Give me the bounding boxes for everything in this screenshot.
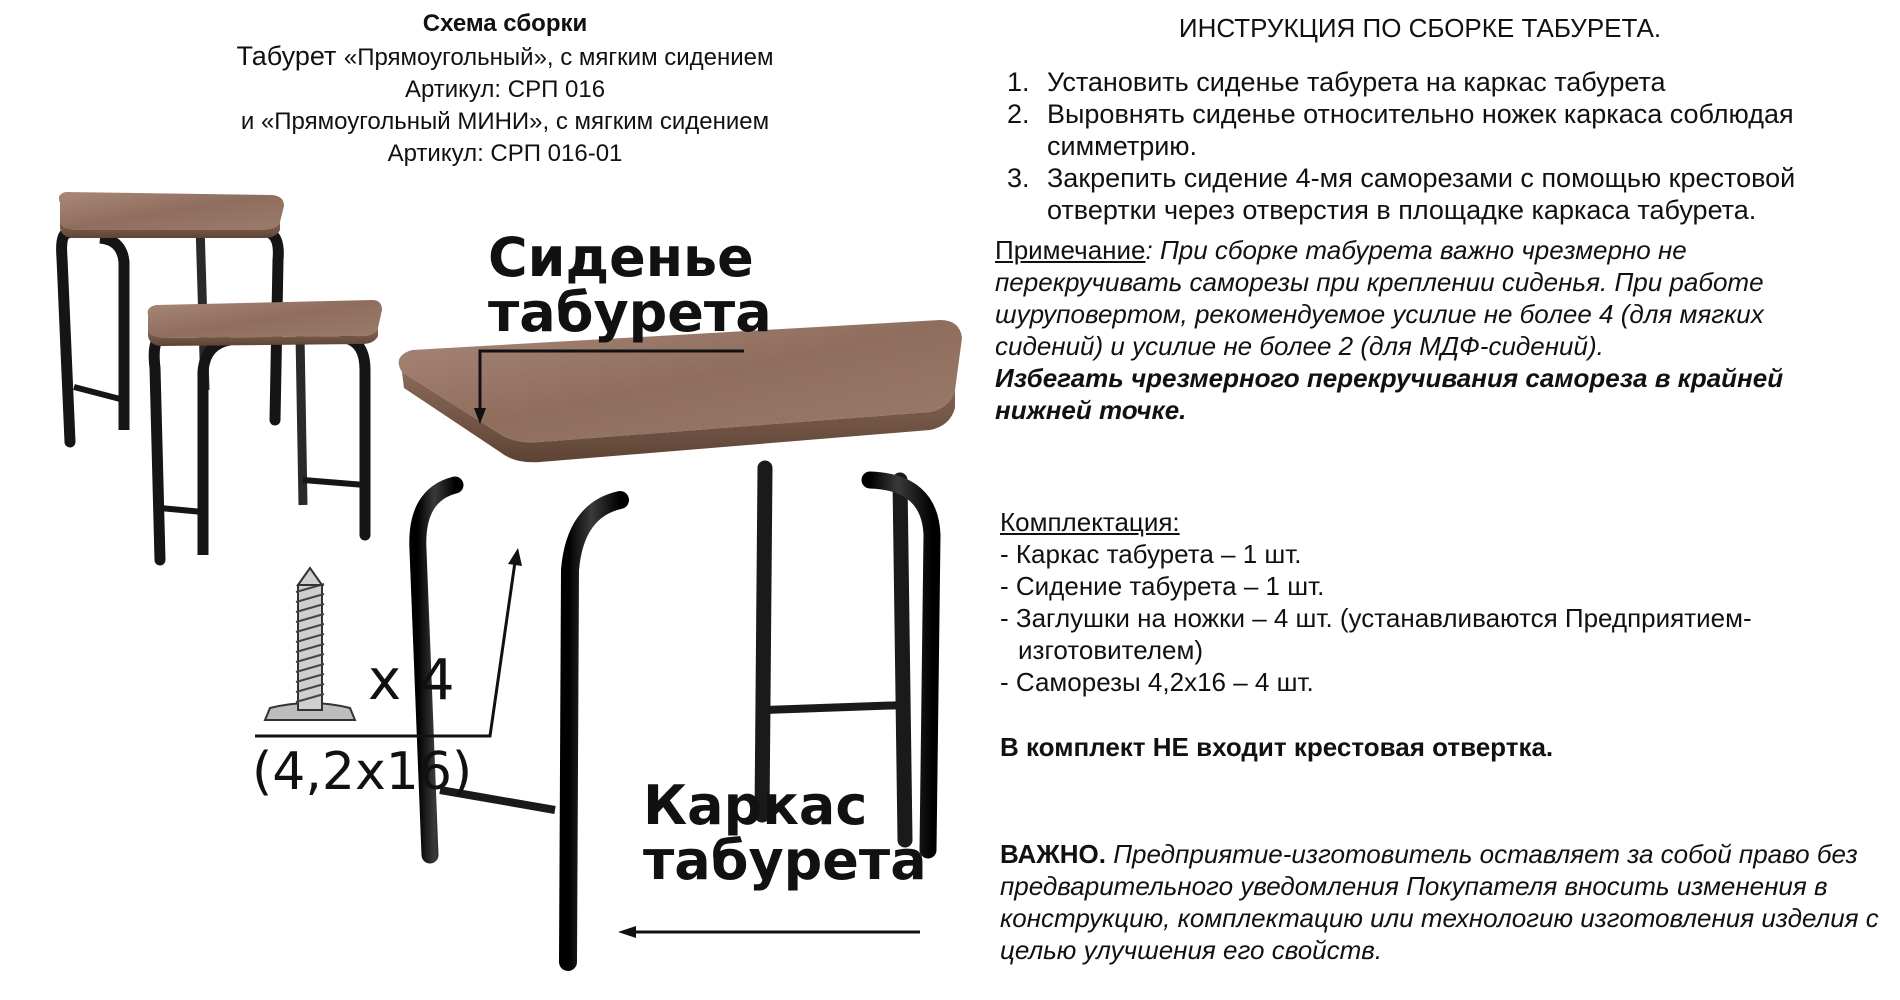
article-2: Артикул: СРП 016-01: [387, 140, 623, 167]
kit-exclusion: В комплект НЕ входит крестовая отвертка.: [1000, 732, 1554, 762]
article-1: Артикул: СРП 016: [404, 76, 606, 103]
screw-icon: [265, 568, 355, 720]
product-prefix: Табурет: [236, 41, 337, 71]
list-item: 2. Выровнять сиденье относительно ножек каркаса соблюдая симметрию.: [1007, 99, 1794, 161]
list-item: - Сидение табурета – 1 шт.: [1000, 571, 1325, 601]
arrow-icon: [618, 926, 920, 938]
list-item: - Каркас табурета – 1 шт.: [1000, 539, 1302, 569]
scheme-title: Схема сборки: [422, 10, 588, 37]
stool-icon: [148, 300, 382, 560]
scheme-header: [150, 8, 860, 170]
steps-list: [1007, 66, 1875, 226]
list-item: 3. Закрепить сидение 4-мя саморезами с помощью крестовой отвертки через отверстия в площадке каркаса табурета.: [1007, 163, 1796, 225]
product-title: [150, 40, 860, 74]
note: [995, 234, 1875, 426]
list-item: - Заглушки на ножки – 4 шт. (устанавливаются Предприятием-: [1000, 603, 1752, 633]
note-label: Примечание: [995, 235, 1146, 265]
product-mini: и «Прямоугольный МИНИ», с мягким сидением: [240, 108, 770, 135]
note-text: : При сборке табурета важно чрезмерно не перекручивать саморезы при креплении сиденья. При работе шуруповертом, рекомендуемое усилие не более 4 (для мягких сидений) и усилие не более 2 (для МДФ-сидений).: [995, 235, 1764, 361]
list-item: 1. Установить сиденье табурета на каркас табурета: [1007, 67, 1666, 97]
list-item: изготовителем): [1018, 635, 1204, 665]
instructions: [995, 12, 1875, 426]
frame-label: Каркас табурета: [643, 774, 927, 893]
seat-label: Сиденье табурета: [488, 226, 772, 345]
assembly-diagram: [0, 150, 1000, 1000]
note-warning: Избегать чрезмерного перекручивания самореза в крайней нижней точке.: [995, 363, 1784, 425]
screw-quantity: x 4: [368, 648, 455, 713]
product-name: «Прямоугольный», с мягким сидением: [343, 44, 774, 71]
important-notice: [1000, 838, 1880, 966]
important-label: ВАЖНО.: [1000, 839, 1106, 869]
instructions-title: ИНСТРУКЦИЯ ПО СБОРКЕ ТАБУРЕТА.: [1178, 13, 1662, 43]
screw-size: (4,2x16): [252, 742, 473, 802]
list-item: - Саморезы 4,2x16 – 4 шт.: [1000, 667, 1314, 697]
important-text: Предприятие-изготовитель оставляет за собой право без предварительного уведомления Покупателя вносить изменения в конструкцию, комплектацию или технологию изготовления изделия с целью улучшения его свойств.: [1000, 839, 1879, 965]
kit-title: Комплектация:: [1000, 507, 1180, 537]
kit-contents: [1000, 506, 1880, 698]
